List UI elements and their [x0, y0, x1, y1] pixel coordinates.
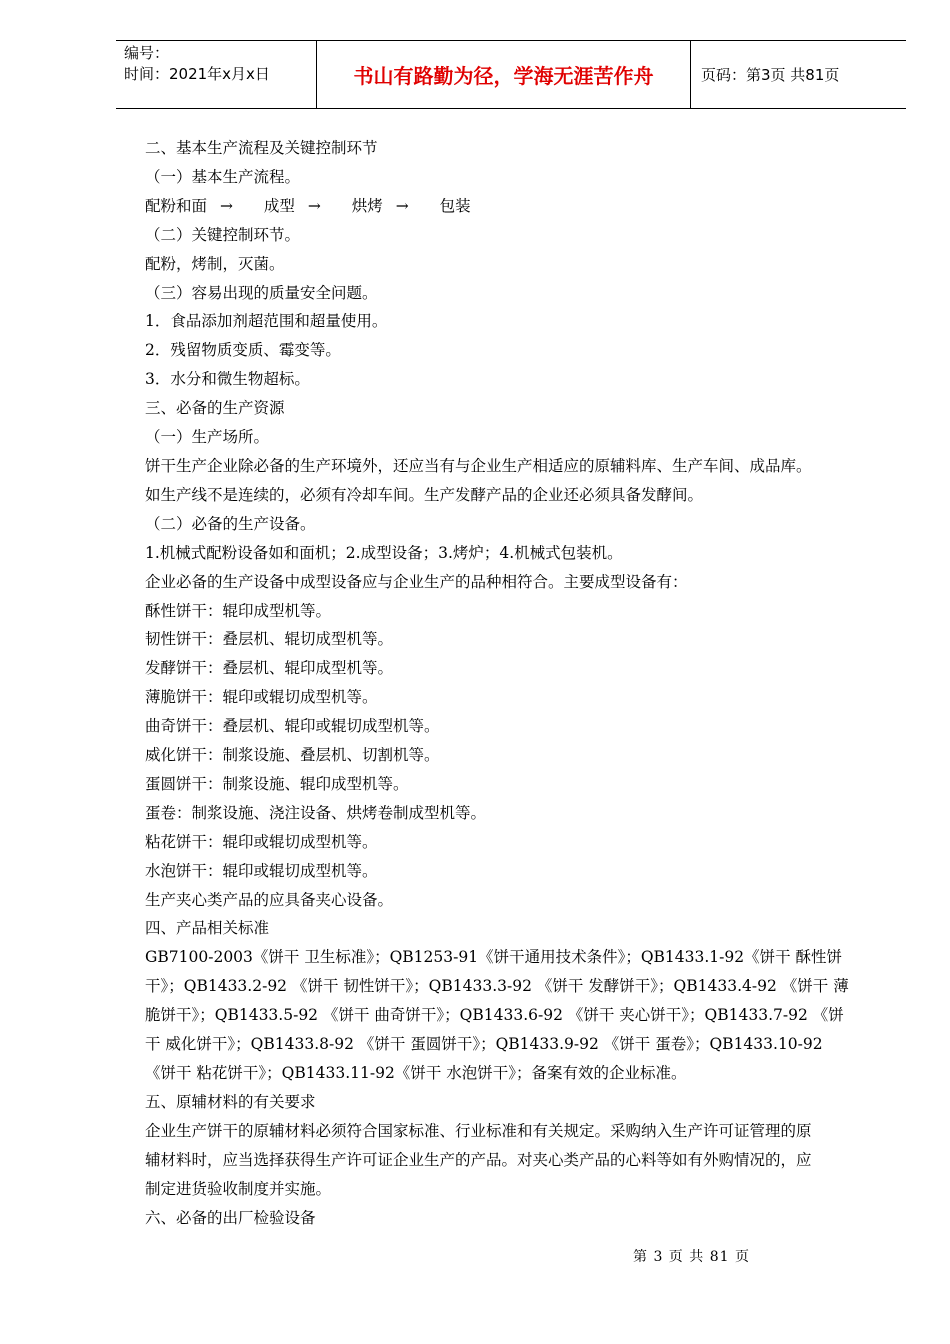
paragraph-line: 1.机械式配粉设备如和面机；2.成型设备；3.烤炉；4.机械式包装机。	[145, 543, 623, 562]
paragraph-line: 制定进货验收制度并实施。	[145, 1179, 332, 1198]
subsection-heading: （二）必备的生产设备。	[145, 514, 316, 533]
page-header	[116, 40, 906, 109]
section-heading: 四、产品相关标准	[145, 919, 270, 938]
flow-step: 烘烤	[351, 196, 383, 215]
paragraph-line: 饼干生产企业除必备的生产环境外，还应当有与企业生产相适应的原辅料库、生产车间、成品库。	[145, 456, 812, 475]
subsection-heading: （三）容易出现的质量安全问题。	[145, 283, 378, 302]
paragraph-line: 企业生产饼干的原辅材料必须符合国家标准、行业标准和有关规定。采购纳入生产许可证管理的原	[145, 1121, 812, 1140]
list-item: 韧性饼干：叠层机、辊切成型机等。	[145, 630, 394, 649]
header-slogan: 书山有路勤为径，学海无涯苦作舟	[317, 41, 691, 108]
flow-step: 包装	[439, 196, 471, 215]
header-page-info: 页码：第3页 共81页	[701, 66, 840, 84]
flow-step: 成型	[263, 196, 295, 215]
arrow-icon: →	[395, 196, 409, 215]
list-item: 1．食品添加剂超范围和超量使用。	[145, 312, 388, 331]
paragraph-line: 生产夹心类产品的应具备夹心设备。	[145, 890, 394, 909]
section-heading: 二、基本生产流程及关键控制环节	[145, 139, 378, 157]
paragraph-line: 干》；QB1433.2-92 《饼干 韧性饼干》；QB1433.3-92 《饼干 发酵饼干》；QB1433.4-92 《饼干 薄	[145, 977, 849, 996]
paragraph-line: GB7100-2003《饼干 卫生标准》；QB1253-91《饼干通用技术条件》；QB1433.1-92《饼干 酥性饼	[145, 948, 843, 967]
paragraph-line: 配粉，烤制，灭菌。	[145, 254, 285, 273]
section-heading: 五、原辅材料的有关要求	[145, 1092, 316, 1111]
document-body	[145, 134, 873, 1232]
list-item: 曲奇饼干：叠层机、辊印或辊切成型机等。	[145, 717, 440, 736]
list-item: 发酵饼干：叠层机、辊印成型机等。	[145, 659, 394, 678]
section-heading: 三、必备的生产资源	[145, 399, 285, 418]
paragraph-line: 干 威化饼干》；QB1433.8-92 《饼干 蛋圆饼干》；QB1433.9-92 《饼干 蛋卷》；QB1433.10-92	[145, 1035, 823, 1054]
process-flow	[145, 192, 873, 221]
arrow-icon: →	[219, 196, 233, 215]
paragraph-line: 《饼干 粘花饼干》；QB1433.11-92《饼干 水泡饼干》；备案有效的企业标准。	[145, 1064, 687, 1082]
list-item: 薄脆饼干：辊印或辊切成型机等。	[145, 688, 378, 707]
paragraph-line: 脆饼干》；QB1433.5-92 《饼干 曲奇饼干》；QB1433.6-92 《饼干 夹心饼干》；QB1433.7-92 《饼	[145, 1006, 844, 1025]
list-item: 2．残留物质变质、霉变等。	[145, 341, 341, 360]
paragraph-line: 辅材料时，应当选择获得生产许可证企业生产的产品。对夹心类产品的心料等如有外购情况的，应	[145, 1150, 812, 1169]
list-item: 蛋圆饼干：制浆设施、辊印成型机等。	[145, 774, 409, 793]
list-item: 蛋卷：制浆设施、浇注设备、烘烤卷制成型机等。	[145, 803, 487, 822]
arrow-icon: →	[307, 196, 321, 215]
list-item: 3．水分和微生物超标。	[145, 370, 310, 389]
subsection-heading: （一）基本生产流程。	[145, 167, 301, 186]
paragraph-line: 企业必备的生产设备中成型设备应与企业生产的品种相符合。主要成型设备有：	[145, 572, 688, 591]
page-footer: 第 3 页 共 81 页	[633, 1249, 750, 1265]
list-item: 威化饼干：制浆设施、叠层机、切割机等。	[145, 746, 440, 765]
list-item: 酥性饼干：辊印成型机等。	[145, 601, 332, 620]
subsection-heading: （二）关键控制环节。	[145, 225, 301, 244]
list-item: 水泡饼干：辊印或辊切成型机等。	[145, 861, 378, 880]
document-number: 编号：	[124, 44, 170, 62]
paragraph-line: 如生产线不是连续的，必须有冷却车间。生产发酵产品的企业还必须具备发酵间。	[145, 485, 704, 504]
section-heading: 六、必备的出厂检验设备	[145, 1208, 316, 1227]
document-time: 时间：2021年x月x日	[124, 65, 270, 83]
header-meta	[116, 41, 317, 108]
list-item: 粘花饼干：辊印或辊切成型机等。	[145, 832, 378, 851]
flow-step: 配粉和面	[145, 196, 208, 215]
subsection-heading: （一）生产场所。	[145, 428, 270, 447]
